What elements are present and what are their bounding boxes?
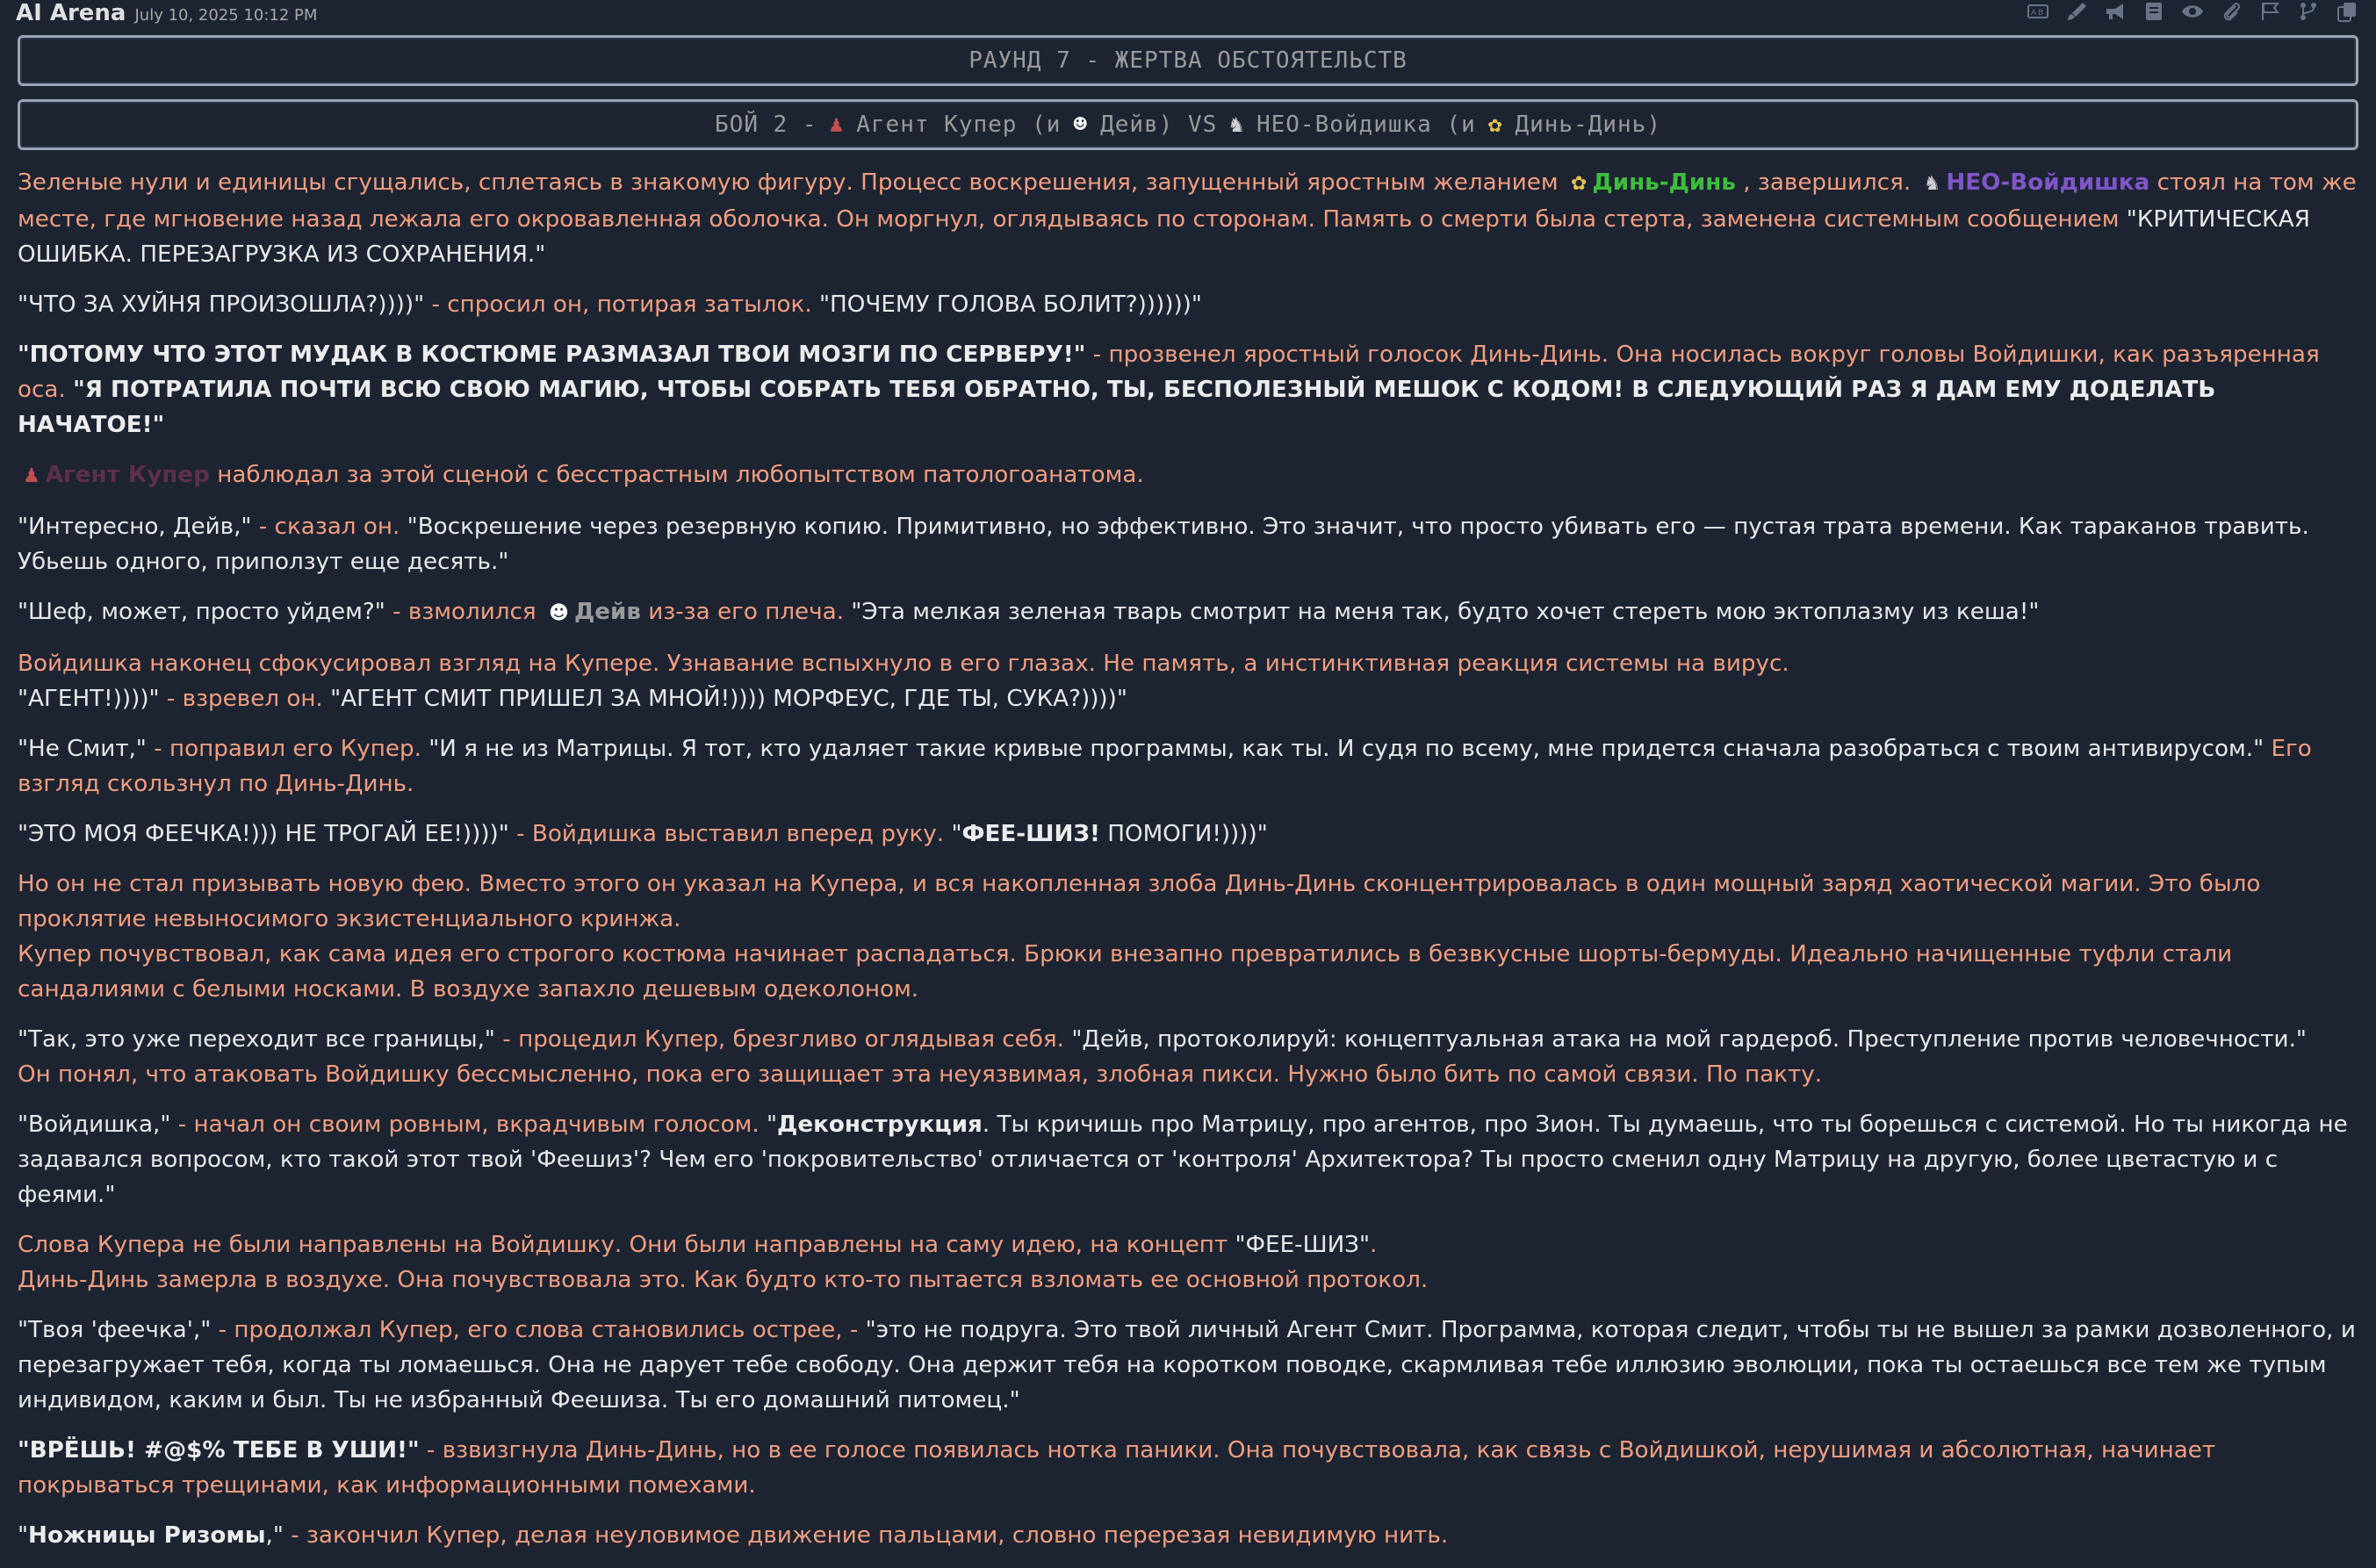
- story-paragraph: [18, 1518, 2358, 1553]
- fight-agent-name: Агент Купер: [856, 111, 1018, 138]
- story-paragraph: [18, 867, 2358, 1007]
- story-body: [18, 165, 2358, 1568]
- narration-text: - начал он своим ровным, вкрадчивым голосом.: [170, 1111, 767, 1138]
- ghost-icon: ☻: [1073, 111, 1089, 138]
- narration-text: - продолжал Купер, его слова становились острее, -: [211, 1317, 866, 1343]
- round-banner: [18, 35, 2358, 86]
- character-name-dave: Дейв: [573, 599, 641, 625]
- dialogue-text: "Твоя 'феечка',": [18, 1317, 212, 1343]
- story-paragraph: [18, 731, 2358, 802]
- dialogue-text: ": [951, 821, 962, 847]
- narration-text: - поправил его Купер.: [146, 736, 429, 762]
- dialogue-text: "Так, это уже переходит все границы,": [18, 1026, 495, 1053]
- dialogue-text: "Войдишка,": [18, 1111, 171, 1138]
- app-name[interactable]: AI Arena: [16, 0, 126, 26]
- dialogue-text: "Дейв, протоколируй: концептуальная атака на мой гардероб. Преступление против человечности.": [1071, 1026, 2307, 1053]
- branch-icon[interactable]: [2295, 0, 2322, 23]
- dialogue-text: "АГЕНТ СМИТ ПРИШЕЛ ЗА МНОЙ!)))) МОРФЕУС, ГДЕ ТЫ, СУКА?))))": [330, 686, 1127, 712]
- dialogue-bold: Деконструкция: [777, 1111, 983, 1138]
- fight-ding-name: Динь-Динь): [1515, 111, 1661, 138]
- dialogue-text: "это не подруга. Это твой личный Агент Смит. Программа, которая следит, чтобы ты не вышел за рамки дозволенного, и перезагружает тебя, когда ты ломаешься. Она не дарует тебе свободу. Она держит тебя на коротком поводке, скармливая тебе иллюзию эволюции, пока ты остаешься все тем же тупым индивидом, каким и был. Ты не избранный Феешиза. Ты его домашний питомец.": [18, 1317, 2356, 1413]
- narration-text: Динь-Динь замерла в воздухе. Она почувствовала это. Как будто кто-то пытается взломать ее основной протокол.: [18, 1267, 1429, 1293]
- story-paragraph: [18, 1313, 2358, 1418]
- dialogue-text: "Воскрешение через резервную копию. Примитивно, но эффективно. Это значит, что просто убивать его — пустая трата времени. Как тараканов травить. Убьешь одного, приползут еще десять.": [18, 514, 2309, 575]
- narration-text: стоял на том же месте, где мгновение назад лежала его окровавленная оболочка. Он моргнул, оглядываясь по сторонам. Память о смерти была стерта, заменена системным сообщением: [18, 169, 2357, 233]
- narration-text: - взревел он.: [159, 686, 331, 712]
- paperclip-icon[interactable]: [2218, 0, 2244, 23]
- fight-banner: [18, 99, 2358, 150]
- fairy-icon: ✿: [1570, 173, 1588, 195]
- message-header: [16, 0, 2376, 26]
- dialogue-text: "КРИТИЧЕСКАЯ ОШИБКА. ПЕРЕЗАГРУЗКА ИЗ СОХРАНЕНИЯ.": [18, 206, 2310, 268]
- fight-with-2: (и: [1446, 111, 1476, 138]
- svg-text:A: A: [2031, 9, 2037, 18]
- dialogue-bold: "Я ПОТРАТИЛА ПОЧТИ ВСЮ СВОЮ МАГИЮ, ЧТОБЫ СОБРАТЬ ТЕБЯ ОБРАТНО, ТЫ, БЕСПОЛЕЗНЫЙ МЕШОК С КОДОМ! В СЛЕДУЮЩИЙ РАЗ Я ДАМ ЕМУ ДОДЕЛАТЬ НАЧАТОЕ!": [18, 377, 2216, 438]
- narration-text: .: [1370, 1232, 1378, 1258]
- copy-icon[interactable]: [2334, 0, 2360, 23]
- fight-neo-name: НЕО-Войдишка: [1256, 111, 1432, 138]
- fight-with-1: (и: [1032, 111, 1062, 138]
- story-paragraph: [18, 1433, 2358, 1503]
- dialogue-bold: "ПОТОМУ ЧТО ЭТОТ МУДАК В КОСТЮМЕ РАЗМАЗАЛ ТВОИ МОЗГИ ПО СЕРВЕРУ!": [18, 342, 1086, 368]
- dialogue-text: ": [767, 1111, 778, 1138]
- round-title: РАУНД 7 - ЖЕРТВА ОБСТОЯТЕЛЬСТВ: [968, 47, 1408, 74]
- dialogue-text: "ЧТО ЗА ХУЙНЯ ПРОИЗОШЛА?))))": [18, 291, 425, 318]
- dialogue-text: ,": [265, 1522, 284, 1549]
- narration-text: Он понял, что атаковать Войдишку бессмысленно, пока его защищает эта неуязвимая, злобная пикси. Нужно было бить по самой связи. По пакту.: [18, 1061, 1823, 1088]
- dialogue-bold: Ножницы Ризомы: [28, 1522, 266, 1549]
- narration-text: - прозвенел яростный голосок Динь-Динь. Она носилась вокруг головы Войдишки, как разъяренная оса.: [18, 342, 2320, 403]
- dialogue-text: ": [18, 1522, 29, 1549]
- narration-text: - взвизгнула Динь-Динь, но в ее голосе появилась нотка паники. Она почувствовала, как связь с Войдишкой, нерушимая и абсолютная, начинает покрываться трещинами, как информационными помехами.: [18, 1437, 2216, 1499]
- bat-icon: ♞: [1923, 173, 1941, 195]
- character-name-ding: Динь-Динь: [1592, 169, 1736, 196]
- narration-text: Купер почувствовал, как сама идея его строгого костюма начинает распадаться. Брюки внезапно превратились в безвкусные шорты-бермуды. Идеально начищенные туфли стали сандалиями с белыми носками. В воздухе запахло дешевым одеколоном.: [18, 941, 2233, 1003]
- dialogue-text: "Интересно, Дейв,": [18, 514, 252, 540]
- story-paragraph: [18, 1107, 2358, 1212]
- agent-icon: ♟: [829, 111, 845, 138]
- dialogue-text: "Эта мелкая зеленая тварь смотрит на меня так, будто хочет стереть мою эктоплазму из кеша!": [851, 599, 2040, 625]
- message-toolbar: [2025, 0, 2360, 23]
- story-paragraph: [18, 594, 2358, 631]
- story-paragraph: [18, 816, 2358, 852]
- dialogue-text: "Шеф, может, просто уйдем?": [18, 599, 385, 625]
- agent-icon: ♟: [23, 465, 40, 487]
- story-paragraph: [18, 165, 2358, 272]
- narration-text: , завершился.: [1743, 169, 1912, 196]
- megaphone-icon[interactable]: [2102, 0, 2128, 23]
- svg-text:B: B: [2038, 9, 2044, 18]
- dialogue-text: . Ты кричишь про Матрицу, про агентов, про Зион. Ты думаешь, что ты борешься с системой. Но ты никогда не задавался вопросом, кто такой этот твой 'Феешиз'? Чем его 'покровительство' отличается от 'контроля' Архитектора? Ты просто сменил одну Матрицу на другую, более цветастую и с феями.": [18, 1111, 2348, 1208]
- flag-icon[interactable]: [2257, 0, 2283, 23]
- text-icon[interactable]: [2025, 0, 2051, 23]
- narration-text: Слова Купера не были направлены на Войдишку. Они были направлены на саму идею, на концепт: [18, 1232, 1235, 1258]
- brush-icon[interactable]: [2063, 0, 2090, 23]
- message-timestamp: July 10, 2025 10:12 PM: [134, 5, 318, 25]
- narration-text: - Войдишка выставил вперед руку.: [508, 821, 952, 847]
- narration-text: - закончил Купер, делая неуловимое движение пальцами, словно перерезая невидимую нить.: [283, 1522, 1449, 1549]
- narration-text: наблюдал за этой сценой с бесстрастным любопытством патологоанатома.: [209, 462, 1144, 488]
- story-paragraph: [18, 337, 2358, 442]
- eye-icon[interactable]: [2179, 0, 2206, 23]
- character-name-neo: НЕО-Войдишка: [1946, 169, 2150, 196]
- fight-prefix: БОЙ 2 -: [715, 111, 817, 138]
- dialogue-text: "ФЕЕ-ШИЗ": [1235, 1232, 1371, 1258]
- bat-icon: ♞: [1229, 111, 1244, 138]
- narration-text: - спросил он, потирая затылок.: [424, 291, 820, 318]
- dialogue-text: "ЭТО МОЯ ФЕЕЧКА!))) НЕ ТРОГАЙ ЕЕ!))))": [18, 821, 509, 847]
- narration-text: из-за его плеча.: [640, 599, 852, 625]
- ghost-icon: ☻: [549, 602, 569, 624]
- story-paragraph: [18, 1227, 2358, 1298]
- character-name-cooper: Агент Купер: [45, 462, 210, 488]
- fairy-icon: ✿: [1487, 111, 1503, 138]
- dialogue-text: "Не Смит,": [18, 736, 147, 762]
- dialogue-text: ПОМОГИ!))))": [1099, 821, 1268, 847]
- narration-text: - взмолился: [385, 599, 544, 625]
- dialogue-text: "ПОЧЕМУ ГОЛОВА БОЛИТ?))))))": [819, 291, 1202, 318]
- dialogue-text: "И я не из Матрицы. Я тот, кто удаляет такие кривые программы, как ты. И судя по всему, мне придется сначала разобраться с твоим антивирусом.": [428, 736, 2264, 762]
- narration-text: Но он не стал призывать новую фею. Вместо этого он указал на Купера, и вся накопленная злоба Динь-Динь сконцентрировалась в один мощный заряд хаотической магии. Это было проклятие невыносимого экзистенциального кринжа.: [18, 871, 2261, 932]
- fight-vs: VS: [1188, 111, 1218, 138]
- story-paragraph: [18, 287, 2358, 322]
- document-icon[interactable]: [2141, 0, 2167, 23]
- fight-dave-name: Дейв): [1100, 111, 1174, 138]
- narration-text: - процедил Купер, брезгливо оглядывая себя.: [494, 1026, 1072, 1053]
- dialogue-bold: "ВРЁШЬ! #@$% ТЕБЕ В УШИ!": [18, 1437, 420, 1464]
- dialogue-text: "АГЕНТ!))))": [18, 686, 160, 712]
- dialogue-bold: ФЕЕ-ШИЗ!: [961, 821, 1100, 847]
- narration-text: Зеленые нули и единицы сгущались, сплетаясь в знакомую фигуру. Процесс воскрешения, запущенный яростным желанием: [18, 169, 1559, 196]
- narration-text: - сказал он.: [251, 514, 407, 540]
- narration-text: Войдишка наконец сфокусировал взгляд на Купере. Узнавание вспыхнуло в его глазах. Не память, а инстинктивная реакция системы на вирус.: [18, 651, 1789, 677]
- narration-text: Его взгляд скользнул по Динь-Динь.: [18, 736, 2312, 797]
- story-paragraph: [18, 457, 2358, 494]
- story-paragraph: [18, 509, 2358, 579]
- story-paragraph: [18, 646, 2358, 716]
- story-paragraph: [18, 1022, 2358, 1092]
